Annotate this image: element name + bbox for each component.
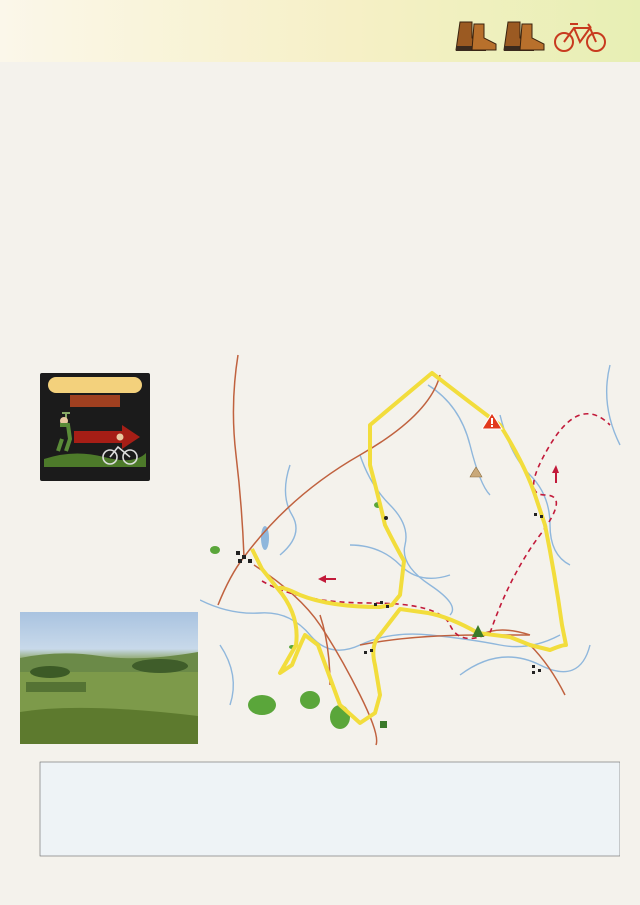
route-badge — [40, 373, 150, 481]
sabliere-icon — [470, 467, 482, 477]
badge-distance — [70, 395, 120, 407]
roads — [218, 355, 565, 745]
route-map — [200, 345, 640, 750]
bicycle-icon — [555, 24, 605, 51]
arrow-right-icon — [74, 425, 140, 449]
hikers-illustration — [44, 409, 146, 467]
lakes — [210, 502, 382, 729]
activity-icons — [452, 18, 612, 54]
direction-arrows — [318, 465, 559, 583]
elevation-profile — [20, 752, 620, 864]
arrow-up-icon — [552, 465, 559, 483]
arrow-left-icon — [318, 575, 336, 583]
badge-title — [48, 377, 142, 393]
pond — [261, 526, 269, 550]
boots-icon — [504, 22, 544, 51]
waterfall-icon — [380, 721, 387, 728]
landscape-photo — [20, 612, 198, 744]
page-header — [0, 0, 640, 62]
yellow-route — [252, 373, 566, 723]
boots-icon — [456, 22, 496, 51]
